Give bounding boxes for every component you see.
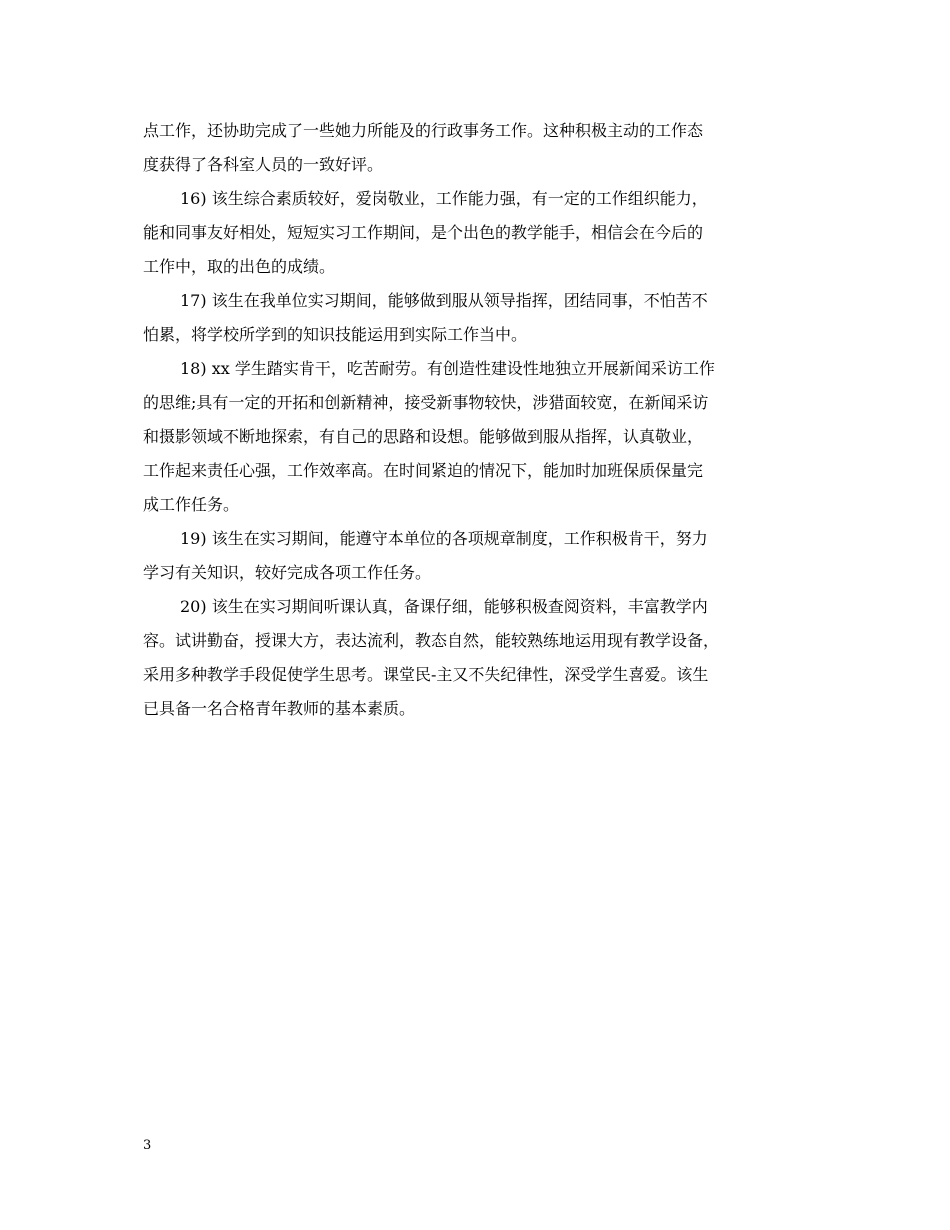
text-line: 学习有关知识，较好完成各项工作任务。	[143, 563, 432, 582]
paragraph-start-20: 20) 该生在实习期间听课认真，备课仔细，能够积极查阅资料，丰富教学内	[180, 597, 708, 616]
text-line: 点工作，还协助完成了一些她力所能及的行政事务工作。这种积极主动的工作态	[143, 121, 704, 140]
text-line: 采用多种教学手段促使学生思考。课堂民-主又不失纪律性，深受学生喜爱。该生	[143, 665, 709, 684]
text-line: 的思维;具有一定的开拓和创新精神，接受新事物较快，涉猎面较宽，在新闻采访	[143, 393, 709, 412]
paragraph-start-17: 17) 该生在我单位实习期间，能够做到服从领导指挥，团结同事，不怕苦不	[180, 291, 708, 310]
text-line: 怕累，将学校所学到的知识技能运用到实际工作当中。	[143, 325, 528, 344]
text-line: 成工作任务。	[143, 495, 240, 514]
document-body	[143, 114, 813, 726]
paragraph-start-18: 18) xx 学生踏实肯干，吃苦耐劳。有创造性建设性地独立开展新闻采访工作	[180, 359, 715, 378]
text-line: 已具备一名合格青年教师的基本素质。	[143, 699, 416, 718]
text-line: 度获得了各科室人员的一致好评。	[143, 155, 384, 174]
text-line: 容。试讲勤奋，授课大方，表达流利，教态自然，能较熟练地运用现有教学设备，	[143, 631, 720, 650]
paragraph-start-16: 16) 该生综合素质较好，爱岗敬业，工作能力强，有一定的工作组织能力，	[180, 189, 708, 208]
text-line: 能和同事友好相处，短短实习工作期间，是个出色的教学能手，相信会在今后的	[143, 223, 704, 242]
text-line: 和摄影领域不断地探索，有自己的思路和设想。能够做到服从指挥，认真敬业，	[143, 427, 704, 446]
page-number: 3	[143, 1138, 152, 1153]
paragraph-start-19: 19) 该生在实习期间，能遵守本单位的各项规章制度，工作积极肯干，努力	[180, 529, 708, 548]
text-line: 工作中，取的出色的成绩。	[143, 257, 336, 276]
text-line: 工作起来责任心强，工作效率高。在时间紧迫的情况下，能加时加班保质保量完	[143, 461, 704, 480]
